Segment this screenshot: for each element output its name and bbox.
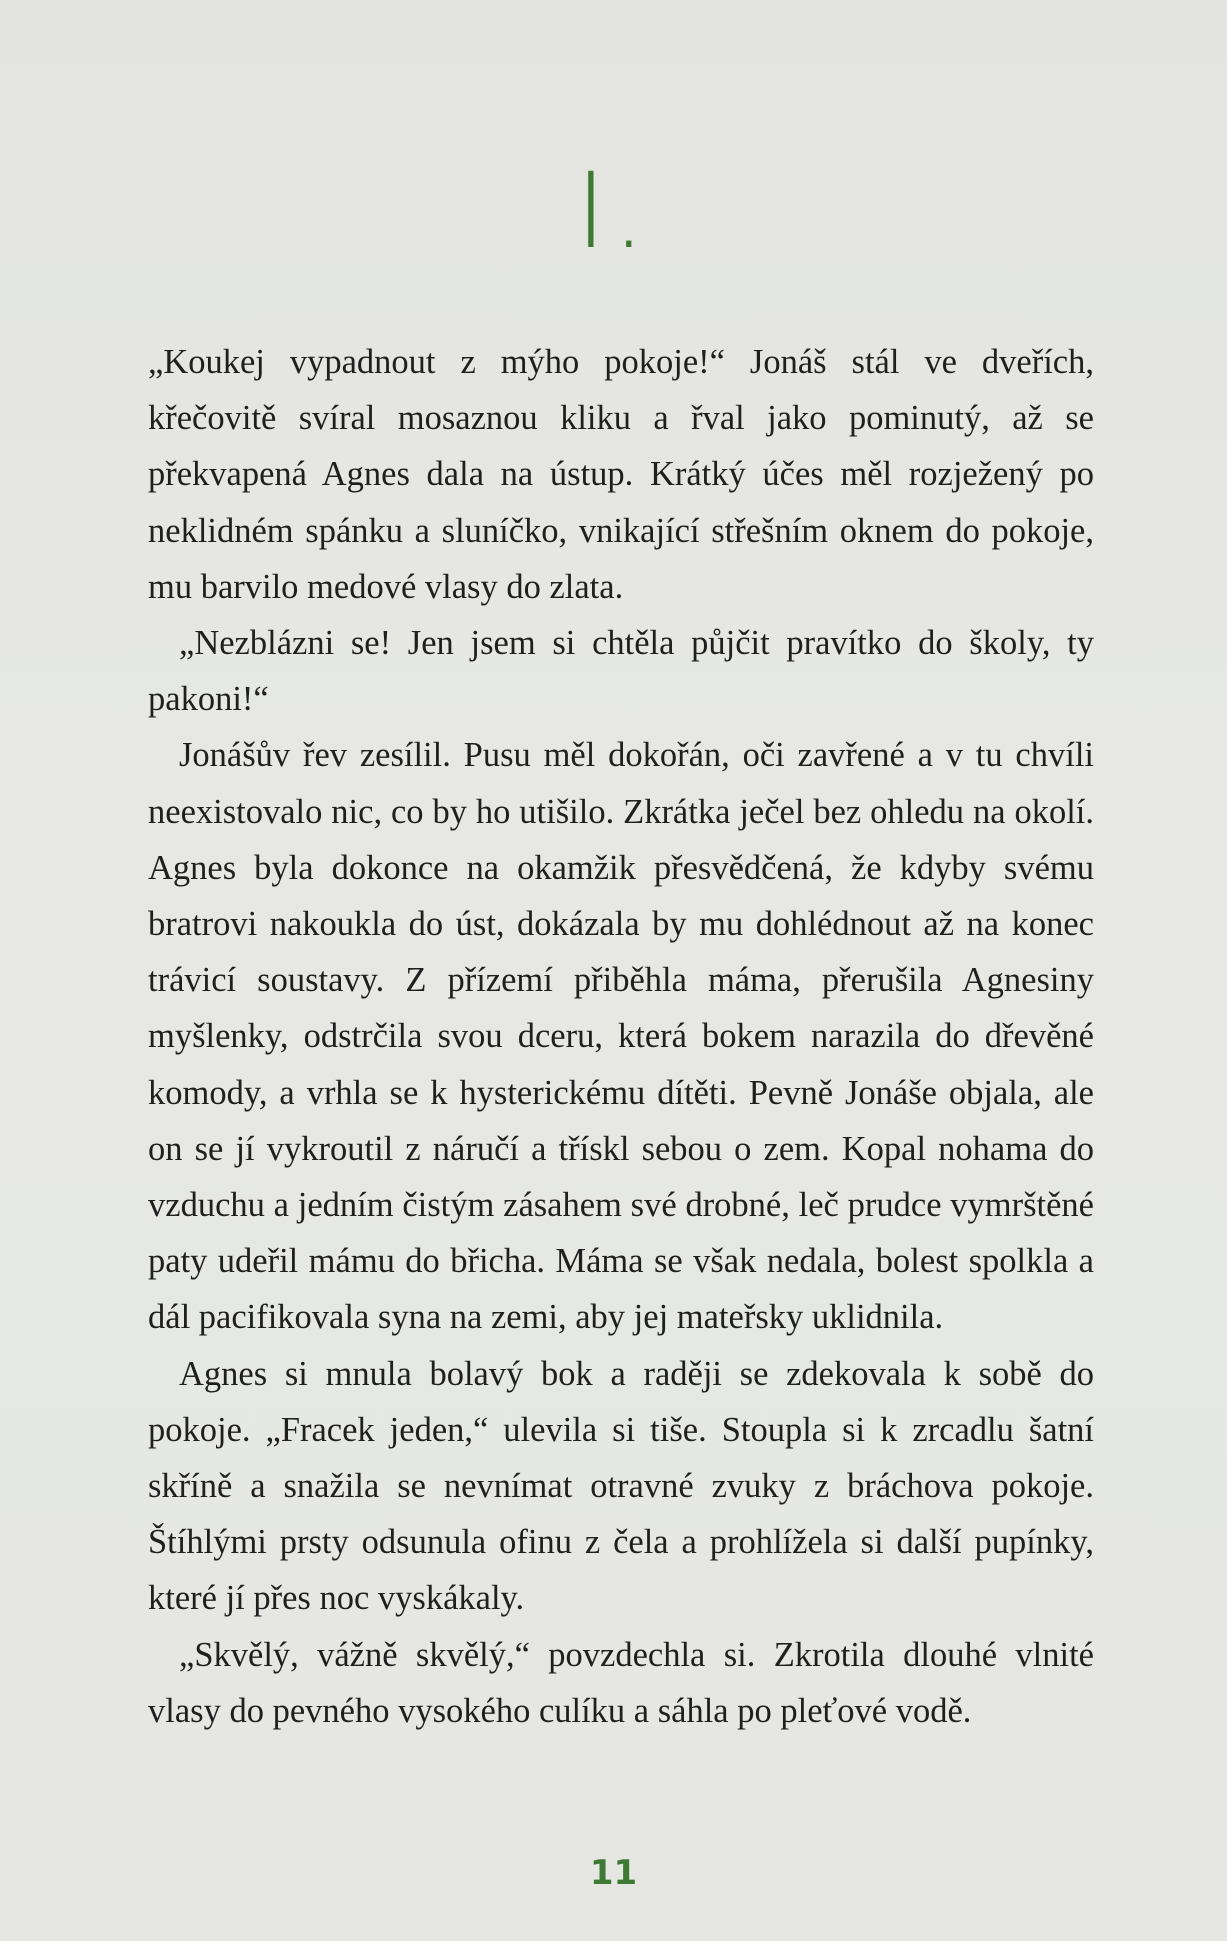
chapter-number: I. [575, 150, 652, 272]
paragraph-4: Agnes si mnula bolavý bok a raději se zdekovala k sobě do pokoje. „Fracek jeden,“ ulevila si tiše. Stoupla si k zrcadlu šatní skříně a snažila se nevnímat otravné zvuky z bráchova pokoje. Štíhlými prsty odsunula ofinu z čela a prohlížela si další pupínky, které jí přes noc vyskákaly. [148, 1354, 1094, 1618]
paragraph-1: „Koukej vypadnout z mýho pokoje!“ Jonáš stál ve dveřích, křečovitě svíral mosaznou kliku a řval jako pominutý, až se překvapená Agnes dala na ústup. Krátký účes měl rozježený po neklidném spánku a sluníčko, vnikající střešním oknem do pokoje, mu barvilo medové vlasy do zlata. [148, 343, 1094, 606]
paragraph-5: „Skvělý, vážně skvělý,“ povzdechla si. Zkrotila dlouhé vlnité vlasy do pevného vysokého culíku a sáhla po pleťové vodě. [148, 1635, 1094, 1730]
paragraph-2: „Nezblázni se! Jen jsem si chtěla půjčit pravítko do školy, ty pakoni!“ [148, 624, 1094, 719]
body-text [148, 334, 1094, 1739]
paragraph-3: Jonášův řev zesílil. Pusu měl dokořán, oči zavřené a v tu chvíli neexistovalo nic, co by ho utišilo. Zkrátka ječel bez ohledu na okolí. Agnes byla dokonce na okamžik přesvědčená, že kdyby svému bratrovi nakoukla do úst, dokázala by mu dohlédnout až na konec trávicí soustavy. Z přízemí přiběhla máma, přerušila Agnesiny myšlenky, odstrčila svou dceru, která bokem narazila do dřevěné komody, a vrhla se k hysterickému dítěti. Pevně Jonáše objala, ale on se jí vykroutil z náručí a třískl sebou o zem. Kopal nohama do vzduchu a jedním čistým zásahem své drobné, leč prudce vymrštěné paty udeřil mámu do břicha. Máma se však nedala, bolest spolkla a dál pacifikovala syna na zemi, aby jej mateřsky uklidnila. [148, 736, 1094, 1337]
page-number: 11 [589, 1853, 638, 1893]
